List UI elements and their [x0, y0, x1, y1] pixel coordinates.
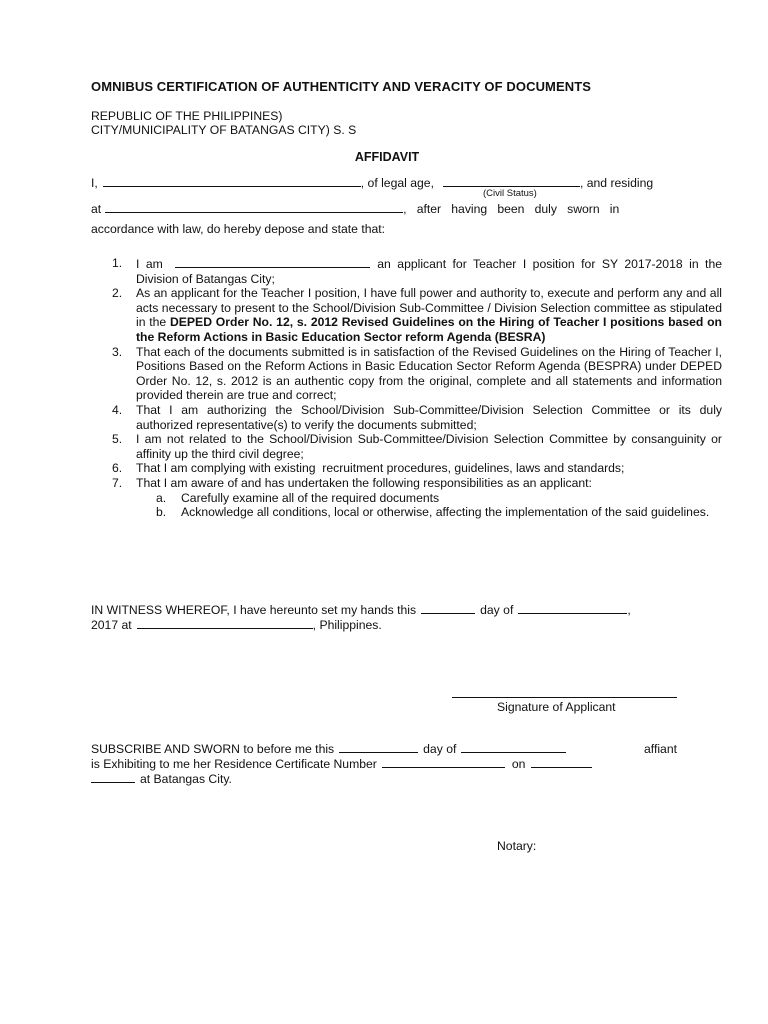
venue-city: CITY/MUNICIPALITY OF BATANGAS CITY) S. S	[91, 123, 357, 137]
item-number: 5.	[112, 432, 123, 447]
certificate-date-year-blank[interactable]	[91, 771, 135, 783]
item-prefix: I am	[136, 257, 163, 271]
intro-at: at	[91, 202, 102, 216]
statement-list	[91, 256, 722, 520]
civil-status-caption: (Civil Status)	[483, 188, 537, 199]
civil-status-blank[interactable]	[443, 175, 580, 187]
subscribe-line-1	[91, 741, 677, 757]
item-bold-text: DEPED Order No. 12, s. 2012 Revised Guidelines on the Hiring of Teacher I positions based on the Reform Actions in Basic Education Sector reform Agenda (BESRA)	[136, 315, 723, 344]
depose-text: accordance with law, do hereby depose and state that:	[91, 222, 386, 236]
intro-prefix: I,	[91, 176, 98, 190]
sub-item-letter: a.	[156, 490, 167, 505]
item-text: That I am authorizing the School/Division Sub-Committee/Division Selection Committee or its duly authorized representative(s) to verify the documents submitted;	[136, 402, 722, 432]
document-title: OMNIBUS CERTIFICATION OF AUTHENTICITY AND VERACITY OF DOCUMENTS	[91, 79, 592, 94]
subscribe-affiant: affiant	[644, 742, 677, 756]
notary-label: Notary:	[497, 839, 537, 853]
item-text: That each of the documents submitted is in satisfaction of the Revised Guidelines on the Hiring of Teacher I, Positions Based on the Reform Actions in Basic Education Sector Reform Agenda (BESPRA) under DEPED Order No. 12, s. 2012 is an authentic copy from the original, complete and all statements and information provided therein are true and correct;	[136, 344, 722, 403]
name-blank[interactable]	[103, 175, 361, 187]
address-blank[interactable]	[105, 201, 403, 213]
witness-year-at: 2017 at	[91, 618, 132, 632]
list-item	[112, 344, 722, 403]
item-number: 4.	[112, 402, 123, 417]
list-item	[112, 461, 722, 476]
item-text: I am not related to the School/Division Sub-Committee/Division Selection Committee by consanguinity or affinity up the third civil degree;	[136, 432, 722, 461]
list-item	[112, 432, 722, 461]
certificate-number-blank[interactable]	[382, 756, 505, 768]
sub-item-letter: b.	[156, 505, 167, 520]
item-number: 7.	[112, 475, 123, 490]
residence-cert-text: is Exhibiting to me her Residence Certificate Number	[91, 757, 377, 771]
subscribe-place: at Batangas City.	[140, 772, 232, 786]
residing-text: , and residing	[579, 176, 654, 190]
witness-line-2	[91, 617, 677, 633]
affidavit-heading: AFFIDAVIT	[354, 150, 420, 164]
item-text: an applicant for Teacher I position for SY 2017-2018 in the Division of Batangas City;	[136, 257, 723, 286]
subscribe-line-2	[91, 756, 677, 772]
witness-day-of: day of	[480, 603, 514, 617]
item-text: That I am aware of and has undertaken the following responsibilities as an applicant:	[136, 475, 592, 490]
sub-list-item	[156, 505, 722, 520]
signature-line[interactable]	[452, 697, 677, 698]
witness-text: IN WITNESS WHEREOF, I have hereunto set my hands this	[91, 603, 417, 617]
witness-place-blank[interactable]	[137, 617, 313, 629]
signature-label: Signature of Applicant	[497, 700, 616, 714]
applicant-blank[interactable]	[175, 256, 370, 268]
subscribe-text: SUBSCRIBE AND SWORN to before me this	[91, 742, 335, 756]
list-item	[112, 402, 722, 432]
witness-country: , Philippines.	[312, 618, 382, 632]
responsibility-list	[136, 491, 722, 520]
subscribe-month-blank[interactable]	[461, 741, 566, 753]
list-item	[112, 286, 723, 344]
subscribe-day-of: day of	[423, 742, 457, 756]
list-item	[112, 475, 722, 520]
sub-item-text: Acknowledge all conditions, local or otherwise, affecting the implementation of the said guidelines.	[181, 505, 710, 520]
item-number: 2.	[112, 286, 123, 301]
legal-age-text: , of legal age,	[360, 176, 434, 190]
certificate-date-blank[interactable]	[531, 756, 592, 768]
item-text: That I am complying with existing recruitment procedures, guidelines, laws and standards;	[136, 461, 625, 476]
intro-line-2	[91, 201, 677, 217]
item-number: 3.	[112, 344, 123, 359]
item-number: 1.	[112, 256, 123, 270]
subscribe-line-3	[91, 771, 677, 787]
venue-country: REPUBLIC OF THE PHILIPPINES)	[91, 109, 283, 123]
intro-line-1	[91, 175, 677, 191]
item-number: 6.	[112, 461, 123, 476]
sub-list-item	[156, 490, 722, 506]
sworn-text: , after having been duly sworn in	[403, 202, 620, 216]
subscribe-day-blank[interactable]	[339, 741, 418, 753]
witness-line-1: IN WITNESS WHEREOF, I have hereunto set my hands this day of ,	[91, 603, 631, 617]
item-text: As an applicant for the Teacher I position, I have full power and authority to, execute and perform any and all acts necessary to present to the School/Division Sub-Committee / Division Selection committee as stipulated in the	[136, 286, 722, 330]
sub-item-text: Carefully examine all of the required documents	[181, 490, 440, 505]
list-item	[112, 256, 723, 286]
witness-day-blank[interactable]	[421, 602, 475, 614]
subscribe-on: on	[511, 757, 526, 771]
witness-month-blank[interactable]	[518, 602, 627, 614]
